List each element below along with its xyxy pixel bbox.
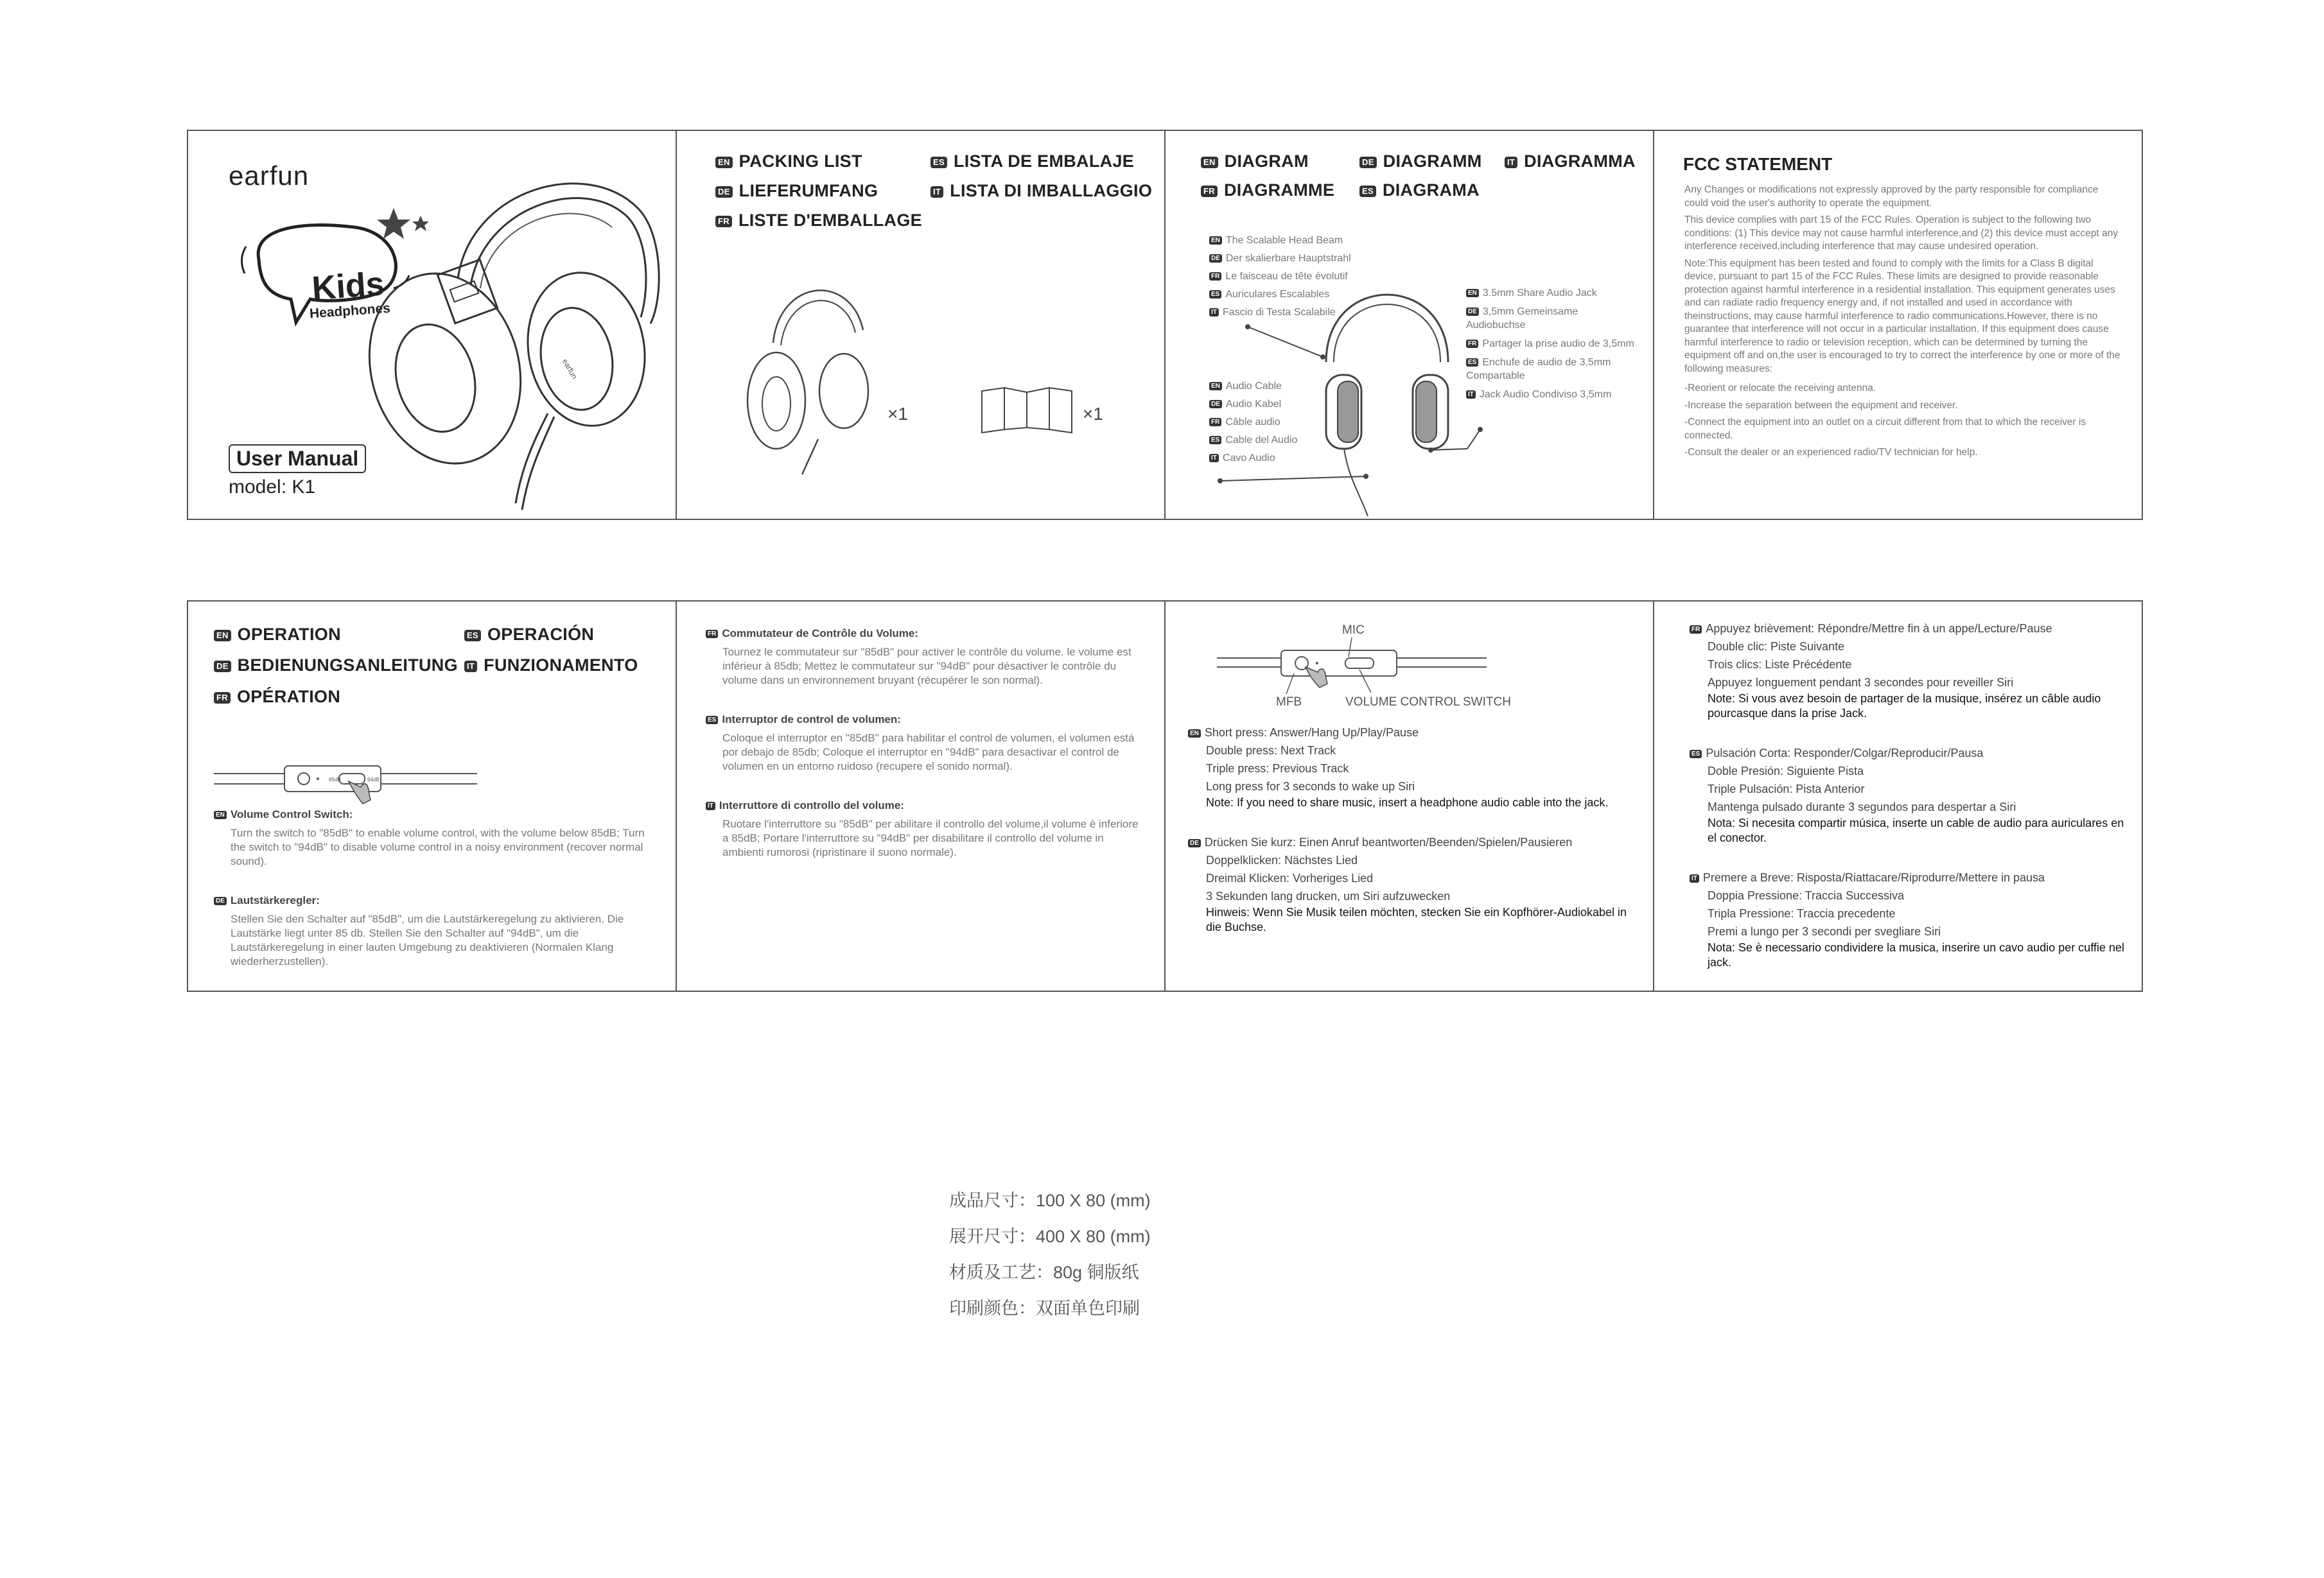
packing-list-panel bbox=[677, 131, 1166, 519]
finger-icon bbox=[1306, 667, 1327, 688]
svg-text:VOLUME CONTROL SWITCH: VOLUME CONTROL SWITCH bbox=[1345, 695, 1511, 709]
es-switch-title: ES Interruptor de control de volumen: bbox=[706, 713, 1142, 726]
operation-heading-es: ES OPERACIÓN bbox=[464, 625, 594, 645]
packing-heading-fr: FR LISTE D'EMBALLAGE bbox=[715, 211, 922, 230]
headbeam-labels: EN The Scalable Head Beam DE Der skalierbare Hauptstrahl FR Le faisceau de tête évolutif ES Auriculares Escalables IT Fascio di Testa Scalabile bbox=[1209, 234, 1351, 319]
packing-heading-it: IT LISTA DI IMBALLAGGIO bbox=[930, 181, 1152, 201]
diagram-heading-it: IT DIAGRAMMA bbox=[1505, 152, 1636, 171]
operation-heading-it: IT FUNZIONAMENTO bbox=[464, 655, 638, 675]
fcc-title: FCC STATEMENT bbox=[1683, 154, 1833, 174]
diagram-headphones-illustration bbox=[1166, 131, 1654, 519]
svg-text:earfun: earfun bbox=[560, 357, 579, 381]
fcc-measure: -Consult the dealer or an experienced radio/TV technician for help. bbox=[1684, 447, 1978, 458]
fcc-text bbox=[1684, 184, 2121, 464]
packing-heading-de: DE LIEFERUMFANG bbox=[715, 181, 878, 201]
diagram-heading-fr: FR DIAGRAMME bbox=[1201, 180, 1334, 200]
remote-de-group: DE Drücken Sie kurz: Einen Anruf beantworten/Beenden/Spielen/Pausieren Doppelklicken: Nächstes Lied Dreimal Klicken: Vorheriges Lied 3 Sekunden lang drucken, um Siri aufzuwecken Hinweis: Wenn Sie Musik teilen möchten, stecken Sie ein Kopfhörer-Audiokabel in die Buchse. bbox=[1188, 833, 1638, 935]
operation-text bbox=[214, 808, 657, 991]
volume-control-panel bbox=[677, 602, 1166, 991]
remote-es-group: ES Pulsación Corta: Responder/Colgar/Reproducir/Pausa Doble Presión: Siguiente Pista Triple Pulsación: Pista Anterior Mantenga pulsado durante 3 segundos para despertar a Siri Nota: Si necesita compartir música, inserte un cable de audio para auriculares en el conector. bbox=[1690, 744, 2126, 845]
remote-instructions bbox=[1188, 724, 1638, 958]
svg-text:94dB: 94dB bbox=[367, 777, 380, 783]
remote-controls-panel bbox=[1166, 602, 1654, 991]
user-manual-label: User Manual bbox=[229, 444, 366, 473]
headphones-subtitle: Headphones bbox=[309, 300, 391, 322]
fcc-paragraph: Note:This equipment has been tested and found to comply with the limits for a Class B digital device, pursuant to part 15 of the FCC Rules. These limits are designed to provide reasonable protection against harmful interference in a residential installation. This equipment generates uses and can radiate radio frequency energy and, if not installed and used in accordance with theinstructions, may cause harmful interference to radio communications.However, there is no guarantee that interference will not occur in a particular installation. If this equipment does cause harmful interference to radio or television reception, which can be determined by turning the equipment off and on,the user is encouraged to try to correct the interference by one or more of the following measures: bbox=[1684, 257, 2120, 374]
material: 材质及工艺：80g 铜版纸 bbox=[949, 1263, 1139, 1282]
volume-control-text bbox=[706, 627, 1142, 885]
remote-control-diagram bbox=[1217, 617, 1577, 713]
svg-text:MFB: MFB bbox=[1276, 695, 1302, 709]
diagram-panel bbox=[1166, 131, 1654, 519]
it-switch-title: IT Interruttore di controllo del volume: bbox=[706, 799, 1142, 812]
finger-icon bbox=[349, 781, 371, 804]
fcc-measure: -Increase the separation between the equipment and receiver. bbox=[1684, 399, 1958, 411]
it-switch-body: Ruotare l'interruttore su "85dB" per abilitare il controllo del volume,il volume è inferiore a 85dB; Portare l'interruttore su "94dB" per disabilitare il controllo del volume in ambienti rumorosi (ripristinare il suono normale). bbox=[722, 818, 1139, 858]
fcc-measure: -Connect the equipment into an outlet on a circuit different from that to which the receiver is connected. bbox=[1684, 417, 2086, 441]
manual-qty: ×1 bbox=[1083, 404, 1103, 424]
print-color: 印刷颜色：双面单色印刷 bbox=[949, 1299, 1140, 1318]
remote-fr-group: FR Appuyez brièvement: Répondre/Mettre fin à un appe/Lecture/Pause Double clic: Piste Suivante Trois clics: Liste Précédente Appuyez longuement pendant 3 secondes pour reveiller Siri Note: Si vous avez besoin de partager de la musique, insérez un câble audio pourcasque dans la prise Jack. bbox=[1690, 620, 2126, 721]
de-switch-body: Stellen Sie den Schalter auf "85dB", um die Lautstärkeregelung zu aktivieren. Die Lautstärke liegt unter 85 db. Stellen Sie den Schalter auf "94dB", um die Lautstärkeregelung in einer lauten Umgebung zu deaktivieren (Normalen Klang wiederherzustellen). bbox=[231, 913, 624, 967]
fcc-panel bbox=[1654, 131, 2142, 519]
operation-heading-en: EN OPERATION bbox=[214, 625, 341, 645]
unfolded-size: 展开尺寸：400 X 80 (mm) bbox=[949, 1227, 1151, 1246]
packing-heading-es: ES LISTA DE EMBALAJE bbox=[930, 152, 1134, 171]
remote-it-group: IT Premere a Breve: Risposta/Riattacare/Riprodurre/Mettere in pausa Doppia Pressione: Traccia Successiva Tripla Pressione: Traccia precedente Premi a lungo per 3 secondi per svegliare Siri Nota: Se è necessario condividere la musica, inserire un cavo audio per cuffie nel jack. bbox=[1690, 869, 2126, 970]
remote-en-group: EN Short press: Answer/Hang Up/Play/Pause Double press: Next Track Triple press: Previous Track Long press for 3 seconds to wake up Siri Note: If you need to share music, insert a headphone audio cable into the jack. bbox=[1188, 724, 1638, 810]
fcc-paragraph: Any Changes or modifications not expressly approved by the party responsible for compliance could void the user's authority to operate the equipment. bbox=[1684, 184, 2099, 209]
remote-controls-panel-2 bbox=[1654, 602, 2142, 991]
svg-text:85dB: 85dB bbox=[329, 777, 341, 783]
jack-labels: EN 3.5mm Share Audio Jack DE 3,5mm Gemeinsame Audiobuchse FR Partager la prise audio de 3,5mm ES Enchufe de audio de 3,5mm Compartable IT Jack Audio Condiviso 3,5mm bbox=[1466, 288, 1634, 400]
remote-instructions-2 bbox=[1690, 620, 2126, 991]
diagram-heading-es: ES DIAGRAMA bbox=[1359, 180, 1480, 200]
fr-switch-body: Tournez le commutateur sur "85dB" pour activer le contrôle du volume. le volume est inférieur à 85db; Mettez le commutateur sur "94dB" pour désactiver le contrôle du volume dans un environnement bruyant (récupérer le son normal). bbox=[722, 646, 1131, 686]
de-switch-title: DE Lautstärkeregler: bbox=[214, 894, 657, 907]
model-label: model: K1 bbox=[229, 476, 316, 498]
manual-inner-side bbox=[187, 600, 2143, 992]
operation-heading-fr: FR OPÉRATION bbox=[214, 687, 340, 707]
manual-leaflet-icon bbox=[979, 385, 1075, 436]
packing-heading-en: EN PACKING LIST bbox=[715, 152, 862, 171]
en-switch-body: Turn the switch to "85dB" to enable volume control, with the volume below 85dB; Turn the switch to "94dB" to disable volume control in a noisy environment (recover normal sound). bbox=[231, 827, 645, 867]
headphones-qty: ×1 bbox=[887, 404, 908, 424]
cover-panel bbox=[188, 131, 677, 519]
es-switch-body: Coloque el interruptor en "85dB" para habilitar el control de volumen, el volumen está por debajo de 85db; Coloque el interruptor en "94dB" para desactivar el control de volumen en un entorno ruidoso (recupere el sonido normal). bbox=[722, 732, 1135, 772]
svg-text:MIC: MIC bbox=[1342, 623, 1365, 637]
fcc-measure: -Reorient or relocate the receiving antenna. bbox=[1684, 383, 1876, 394]
headphones-icon bbox=[741, 266, 869, 478]
diagram-heading-de: DE DIAGRAMM bbox=[1359, 152, 1482, 171]
diagram-heading-en: EN DIAGRAM bbox=[1201, 152, 1309, 171]
operation-heading-de: DE BEDIENUNGSANLEITUNG bbox=[214, 655, 458, 675]
star-icon bbox=[412, 216, 429, 231]
kids-title-block bbox=[283, 264, 415, 324]
remote-switch-illustration bbox=[214, 749, 484, 807]
fr-switch-title: FR Commutateur de Contrôle du Volume: bbox=[706, 627, 1142, 640]
en-switch-title: EN Volume Control Switch: bbox=[214, 808, 657, 821]
manual-outer-side bbox=[187, 130, 2143, 520]
brand-logo: earfun bbox=[229, 160, 310, 191]
finished-size: 成品尺寸：100 X 80 (mm) bbox=[949, 1191, 1151, 1210]
operation-panel bbox=[188, 602, 677, 991]
kids-title: Kids bbox=[310, 265, 386, 308]
star-icon bbox=[377, 208, 410, 239]
print-specifications bbox=[949, 1183, 1151, 1326]
fcc-paragraph: This device complies with part 15 of the FCC Rules. Operation is subject to the following two conditions: (1) This device may not cause harmful interference,and (2) this device must accept any interference received,including interference that may cause undesired operation. bbox=[1684, 214, 2119, 252]
cable-labels: EN Audio Cable DE Audio Kabel FR Câble audio ES Cable del Audio IT Cavo Audio bbox=[1209, 379, 1297, 465]
